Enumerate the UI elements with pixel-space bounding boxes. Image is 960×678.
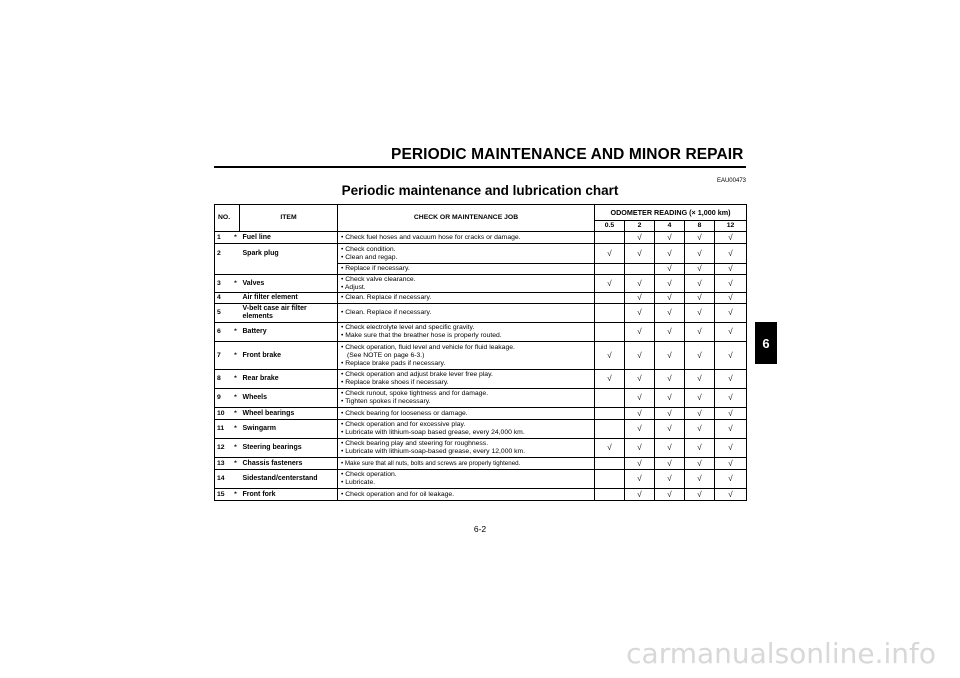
row-star: * <box>232 389 240 408</box>
check-cell: √ <box>685 420 715 439</box>
check-cell: √ <box>655 389 685 408</box>
check-cell: √ <box>655 370 685 389</box>
job-line: • Lubricate with lithium-soap-based grease, every 12,000 km. <box>341 448 526 455</box>
check-cell: √ <box>625 323 655 342</box>
header-interval: 8 <box>685 221 715 232</box>
check-cell <box>595 232 625 244</box>
row-number: 13 <box>215 458 232 470</box>
row-job <box>338 293 595 304</box>
job-line: • Check operation and for oil leakage. <box>341 490 455 498</box>
check-cell: √ <box>655 232 685 244</box>
job-line: • Check fuel hoses and vacuum hose for cracks or damage. <box>341 233 521 241</box>
check-cell: √ <box>715 342 747 370</box>
check-cell: √ <box>625 275 655 293</box>
job-line: • Check valve clearance. <box>341 275 416 283</box>
check-cell <box>595 420 625 439</box>
check-cell: √ <box>625 470 655 489</box>
header-interval: 12 <box>715 221 747 232</box>
check-cell: √ <box>685 470 715 489</box>
check-cell: √ <box>685 408 715 420</box>
table-row <box>215 389 747 408</box>
check-cell: √ <box>625 304 655 323</box>
job-line: (See NOTE on page 6-3.) <box>347 351 425 359</box>
row-number: 11 <box>215 420 232 439</box>
check-cell: √ <box>685 304 715 323</box>
check-cell: √ <box>625 489 655 501</box>
check-cell: √ <box>655 323 685 342</box>
row-number: 14 <box>215 470 232 489</box>
row-star: * <box>232 420 240 439</box>
check-cell: √ <box>625 408 655 420</box>
row-job <box>338 470 595 489</box>
check-cell: √ <box>715 244 747 264</box>
check-cell: √ <box>625 244 655 264</box>
row-item: Spark plug <box>240 244 338 264</box>
check-cell: √ <box>655 342 685 370</box>
check-cell: √ <box>625 342 655 370</box>
row-number: 2 <box>215 244 232 264</box>
check-cell: √ <box>655 244 685 264</box>
row-number: 5 <box>215 304 232 323</box>
chart-title: Periodic maintenance and lubrication chart <box>341 183 619 198</box>
row-star: * <box>232 275 240 293</box>
check-cell: √ <box>655 420 685 439</box>
check-cell: √ <box>685 489 715 501</box>
check-cell: √ <box>685 389 715 408</box>
table-row <box>215 323 747 342</box>
job-line: • Adjust. <box>341 283 366 291</box>
job-line: • Replace brake shoes if necessary. <box>341 379 449 386</box>
row-number: 10 <box>215 408 232 420</box>
job-line: • Clean. Replace if necessary. <box>341 294 432 301</box>
header-no: NO. <box>215 205 240 232</box>
row-job <box>338 370 595 389</box>
job-line: • Check operation and adjust brake lever free play. <box>341 371 493 378</box>
row-job <box>338 420 595 439</box>
job-line: • Make sure that all nuts, bolts and screws are properly tightened. <box>341 459 521 467</box>
header-interval: 0.5 <box>595 221 625 232</box>
header-job: CHECK OR MAINTENANCE JOB <box>338 205 595 232</box>
header-interval: 2 <box>625 221 655 232</box>
check-cell: √ <box>625 458 655 470</box>
check-cell: √ <box>715 408 747 420</box>
table-row <box>215 232 747 244</box>
check-cell <box>595 489 625 501</box>
check-cell: √ <box>715 470 747 489</box>
check-cell <box>595 293 625 304</box>
row-star: * <box>232 439 240 458</box>
check-cell: √ <box>595 244 625 264</box>
row-star <box>232 244 240 264</box>
row-job <box>338 439 595 458</box>
row-star <box>232 304 240 323</box>
table-row <box>215 458 747 470</box>
check-cell <box>595 470 625 489</box>
row-star <box>232 264 240 275</box>
row-job <box>338 389 595 408</box>
row-job <box>338 323 595 342</box>
page-number: 6-2 <box>473 524 487 534</box>
job-line: • Check operation, fluid level and vehicle for fluid leakage. <box>341 343 515 351</box>
check-cell: √ <box>715 304 747 323</box>
check-cell: √ <box>655 264 685 275</box>
check-cell: √ <box>655 304 685 323</box>
check-cell: √ <box>625 420 655 439</box>
header-rule <box>214 166 746 168</box>
check-cell: √ <box>625 232 655 244</box>
row-star: * <box>232 458 240 470</box>
row-item: Front fork <box>240 489 338 501</box>
job-line: • Check bearing for looseness or damage. <box>341 409 468 417</box>
job-line: • Check operation. <box>341 471 397 478</box>
row-number: 4 <box>215 293 232 304</box>
check-cell: √ <box>715 293 747 304</box>
row-number: 15 <box>215 489 232 501</box>
row-number: 9 <box>215 389 232 408</box>
watermark: carmanualsonline.info <box>626 637 936 670</box>
table-row <box>215 244 747 264</box>
check-cell: √ <box>685 244 715 264</box>
check-cell: √ <box>595 370 625 389</box>
row-job <box>338 342 595 370</box>
check-cell: √ <box>715 420 747 439</box>
check-cell: √ <box>715 439 747 458</box>
check-cell: √ <box>685 293 715 304</box>
job-line: • Check bearing play and steering for roughness. <box>341 440 489 447</box>
row-item: Steering bearings <box>240 439 338 458</box>
job-line: • Tighten spokes if necessary. <box>341 398 431 405</box>
table-row <box>215 470 747 489</box>
row-item: Chassis fasteners <box>240 458 338 470</box>
row-job <box>338 489 595 501</box>
job-line: • Clean. Replace if necessary. <box>341 309 432 316</box>
row-number: 1 <box>215 232 232 244</box>
table-row <box>215 304 747 323</box>
check-cell: √ <box>685 439 715 458</box>
check-cell: √ <box>715 370 747 389</box>
job-line: • Check operation and for excessive play. <box>341 421 466 428</box>
table-row <box>215 408 747 420</box>
row-job <box>338 232 595 244</box>
row-job <box>338 458 595 470</box>
row-star: * <box>232 232 240 244</box>
check-cell: √ <box>655 470 685 489</box>
check-cell: √ <box>715 489 747 501</box>
check-cell <box>595 264 625 275</box>
table-row <box>215 439 747 458</box>
row-job <box>338 244 595 264</box>
check-cell: √ <box>655 458 685 470</box>
section-title: PERIODIC MAINTENANCE AND MINOR REPAIR <box>391 146 744 163</box>
job-line: • Replace if necessary. <box>341 265 410 272</box>
check-cell: √ <box>715 264 747 275</box>
check-cell: √ <box>715 458 747 470</box>
check-cell: √ <box>685 264 715 275</box>
row-item: Swingarm <box>240 420 338 439</box>
check-cell: √ <box>625 370 655 389</box>
row-item: V-belt case air filter elements <box>240 304 338 323</box>
check-cell: √ <box>685 342 715 370</box>
row-star: * <box>232 489 240 501</box>
row-star: * <box>232 323 240 342</box>
header-interval: 4 <box>655 221 685 232</box>
check-cell: √ <box>655 408 685 420</box>
row-number: 3 <box>215 275 232 293</box>
row-item <box>240 264 338 275</box>
check-cell: √ <box>625 293 655 304</box>
job-line: • Check condition. <box>341 245 396 253</box>
row-star: * <box>232 408 240 420</box>
job-line: • Lubricate with lithium-soap based grease, every 24,000 km. <box>341 429 525 436</box>
job-line: • Lubricate. <box>341 479 376 486</box>
row-job <box>338 304 595 323</box>
check-cell <box>595 408 625 420</box>
table-row <box>215 420 747 439</box>
row-item: Rear brake <box>240 370 338 389</box>
chapter-tab: 6 <box>755 322 777 364</box>
check-cell: √ <box>715 275 747 293</box>
row-job <box>338 408 595 420</box>
table-row <box>215 370 747 389</box>
row-job <box>338 275 595 293</box>
check-cell: √ <box>655 293 685 304</box>
row-star <box>232 470 240 489</box>
table-row <box>215 342 747 370</box>
table-row <box>215 489 747 501</box>
check-cell: √ <box>715 323 747 342</box>
row-item: Wheels <box>240 389 338 408</box>
header-item: ITEM <box>240 205 338 232</box>
table-row <box>215 293 747 304</box>
job-line: • Check runout, spoke tightness and for damage. <box>341 390 489 397</box>
check-cell: √ <box>685 370 715 389</box>
row-star: * <box>232 342 240 370</box>
check-cell: √ <box>595 439 625 458</box>
row-job <box>338 264 595 275</box>
check-cell: √ <box>655 489 685 501</box>
row-item: Wheel bearings <box>240 408 338 420</box>
check-cell: √ <box>625 389 655 408</box>
check-cell: √ <box>715 389 747 408</box>
row-number: 8 <box>215 370 232 389</box>
row-item: Sidestand/centerstand <box>240 470 338 489</box>
row-number: 12 <box>215 439 232 458</box>
table-row <box>215 275 747 293</box>
row-star: * <box>232 370 240 389</box>
row-item: Air filter element <box>240 293 338 304</box>
check-cell: √ <box>715 232 747 244</box>
check-cell <box>595 458 625 470</box>
row-number: 6 <box>215 323 232 342</box>
check-cell: √ <box>685 275 715 293</box>
check-cell <box>595 389 625 408</box>
check-cell <box>595 304 625 323</box>
check-cell: √ <box>595 275 625 293</box>
check-cell: √ <box>625 439 655 458</box>
document-code: EAU00473 <box>716 178 746 184</box>
table-row <box>215 264 747 275</box>
job-line: • Make sure that the breather hose is properly routed. <box>341 332 502 339</box>
check-cell: √ <box>595 342 625 370</box>
check-cell: √ <box>685 323 715 342</box>
row-number: 7 <box>215 342 232 370</box>
check-cell <box>595 323 625 342</box>
row-item: Battery <box>240 323 338 342</box>
row-item: Fuel line <box>240 232 338 244</box>
check-cell: √ <box>655 275 685 293</box>
row-star <box>232 293 240 304</box>
row-item: Front brake <box>240 342 338 370</box>
maintenance-table <box>214 204 747 501</box>
row-number <box>215 264 232 275</box>
job-line: • Clean and regap. <box>341 253 398 261</box>
check-cell: √ <box>685 458 715 470</box>
check-cell: √ <box>685 232 715 244</box>
header-odometer: ODOMETER READING (× 1,000 km) <box>595 205 747 221</box>
job-line: • Check electrolyte level and specific gravity. <box>341 324 475 331</box>
row-item: Valves <box>240 275 338 293</box>
check-cell: √ <box>655 439 685 458</box>
check-cell <box>625 264 655 275</box>
job-line: • Replace brake pads if necessary. <box>341 359 446 367</box>
